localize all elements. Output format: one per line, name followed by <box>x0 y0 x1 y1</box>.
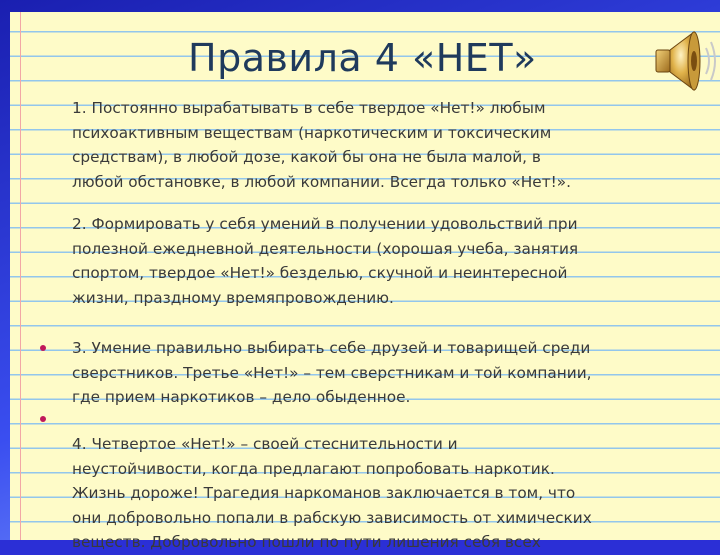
rule-line: психоактивным веществам (наркотическим и токсическим <box>72 123 552 142</box>
rule-line: неустойчивости, когда предлагают попробовать наркотик. <box>72 459 555 478</box>
rule-1 <box>72 96 571 194</box>
rule-line: полезной ежедневной деятельности (хорошая учеба, занятия <box>72 239 579 258</box>
rule-4 <box>72 432 592 555</box>
rule-line: 1. Постоянно вырабатывать в себе твердое «Нет!» любым <box>72 99 546 117</box>
rule-line: средствам), в любой дозе, какой бы она не была малой, в <box>72 148 541 166</box>
rule-2 <box>72 212 578 310</box>
bullet-point <box>40 345 46 351</box>
lined-paper <box>10 12 720 551</box>
paper-margin-line <box>20 12 21 540</box>
rule-line: Жизнь дороже! Трагедия наркоманов заключается в том, что <box>72 484 576 502</box>
rule-line: жизни, праздному времяпровождению. <box>72 288 394 307</box>
rule-line: 2. Формировать у себя умений в получении удовольствий при <box>72 215 578 233</box>
rule-line: веществ. Добровольно пошли по пути лишения себя всех <box>72 533 541 551</box>
rule-line: они добровольно попали в рабскую зависимость от химических <box>72 508 592 527</box>
bullet-point <box>40 416 46 422</box>
rule-line: 3. Умение правильно выбирать себе друзей и товарищей среди <box>72 339 591 357</box>
rule-line: где прием наркотиков – дело обыденное. <box>72 388 411 406</box>
rule-line: спортом, твердое «Нет!» безделью, скучной и неинтересной <box>72 264 568 282</box>
rule-3 <box>72 336 592 410</box>
slide-title: Правила 4 «НЕТ» <box>188 36 537 80</box>
rule-line: сверстников. Третье «Нет!» – тем сверстникам и той компании, <box>72 363 592 382</box>
rule-line: любой обстановке, в любой компании. Всегда только «Нет!». <box>72 172 571 191</box>
speaker-icon[interactable] <box>652 26 720 96</box>
rule-line: 4. Четвертое «Нет!» – своей стеснительности и <box>72 435 458 453</box>
